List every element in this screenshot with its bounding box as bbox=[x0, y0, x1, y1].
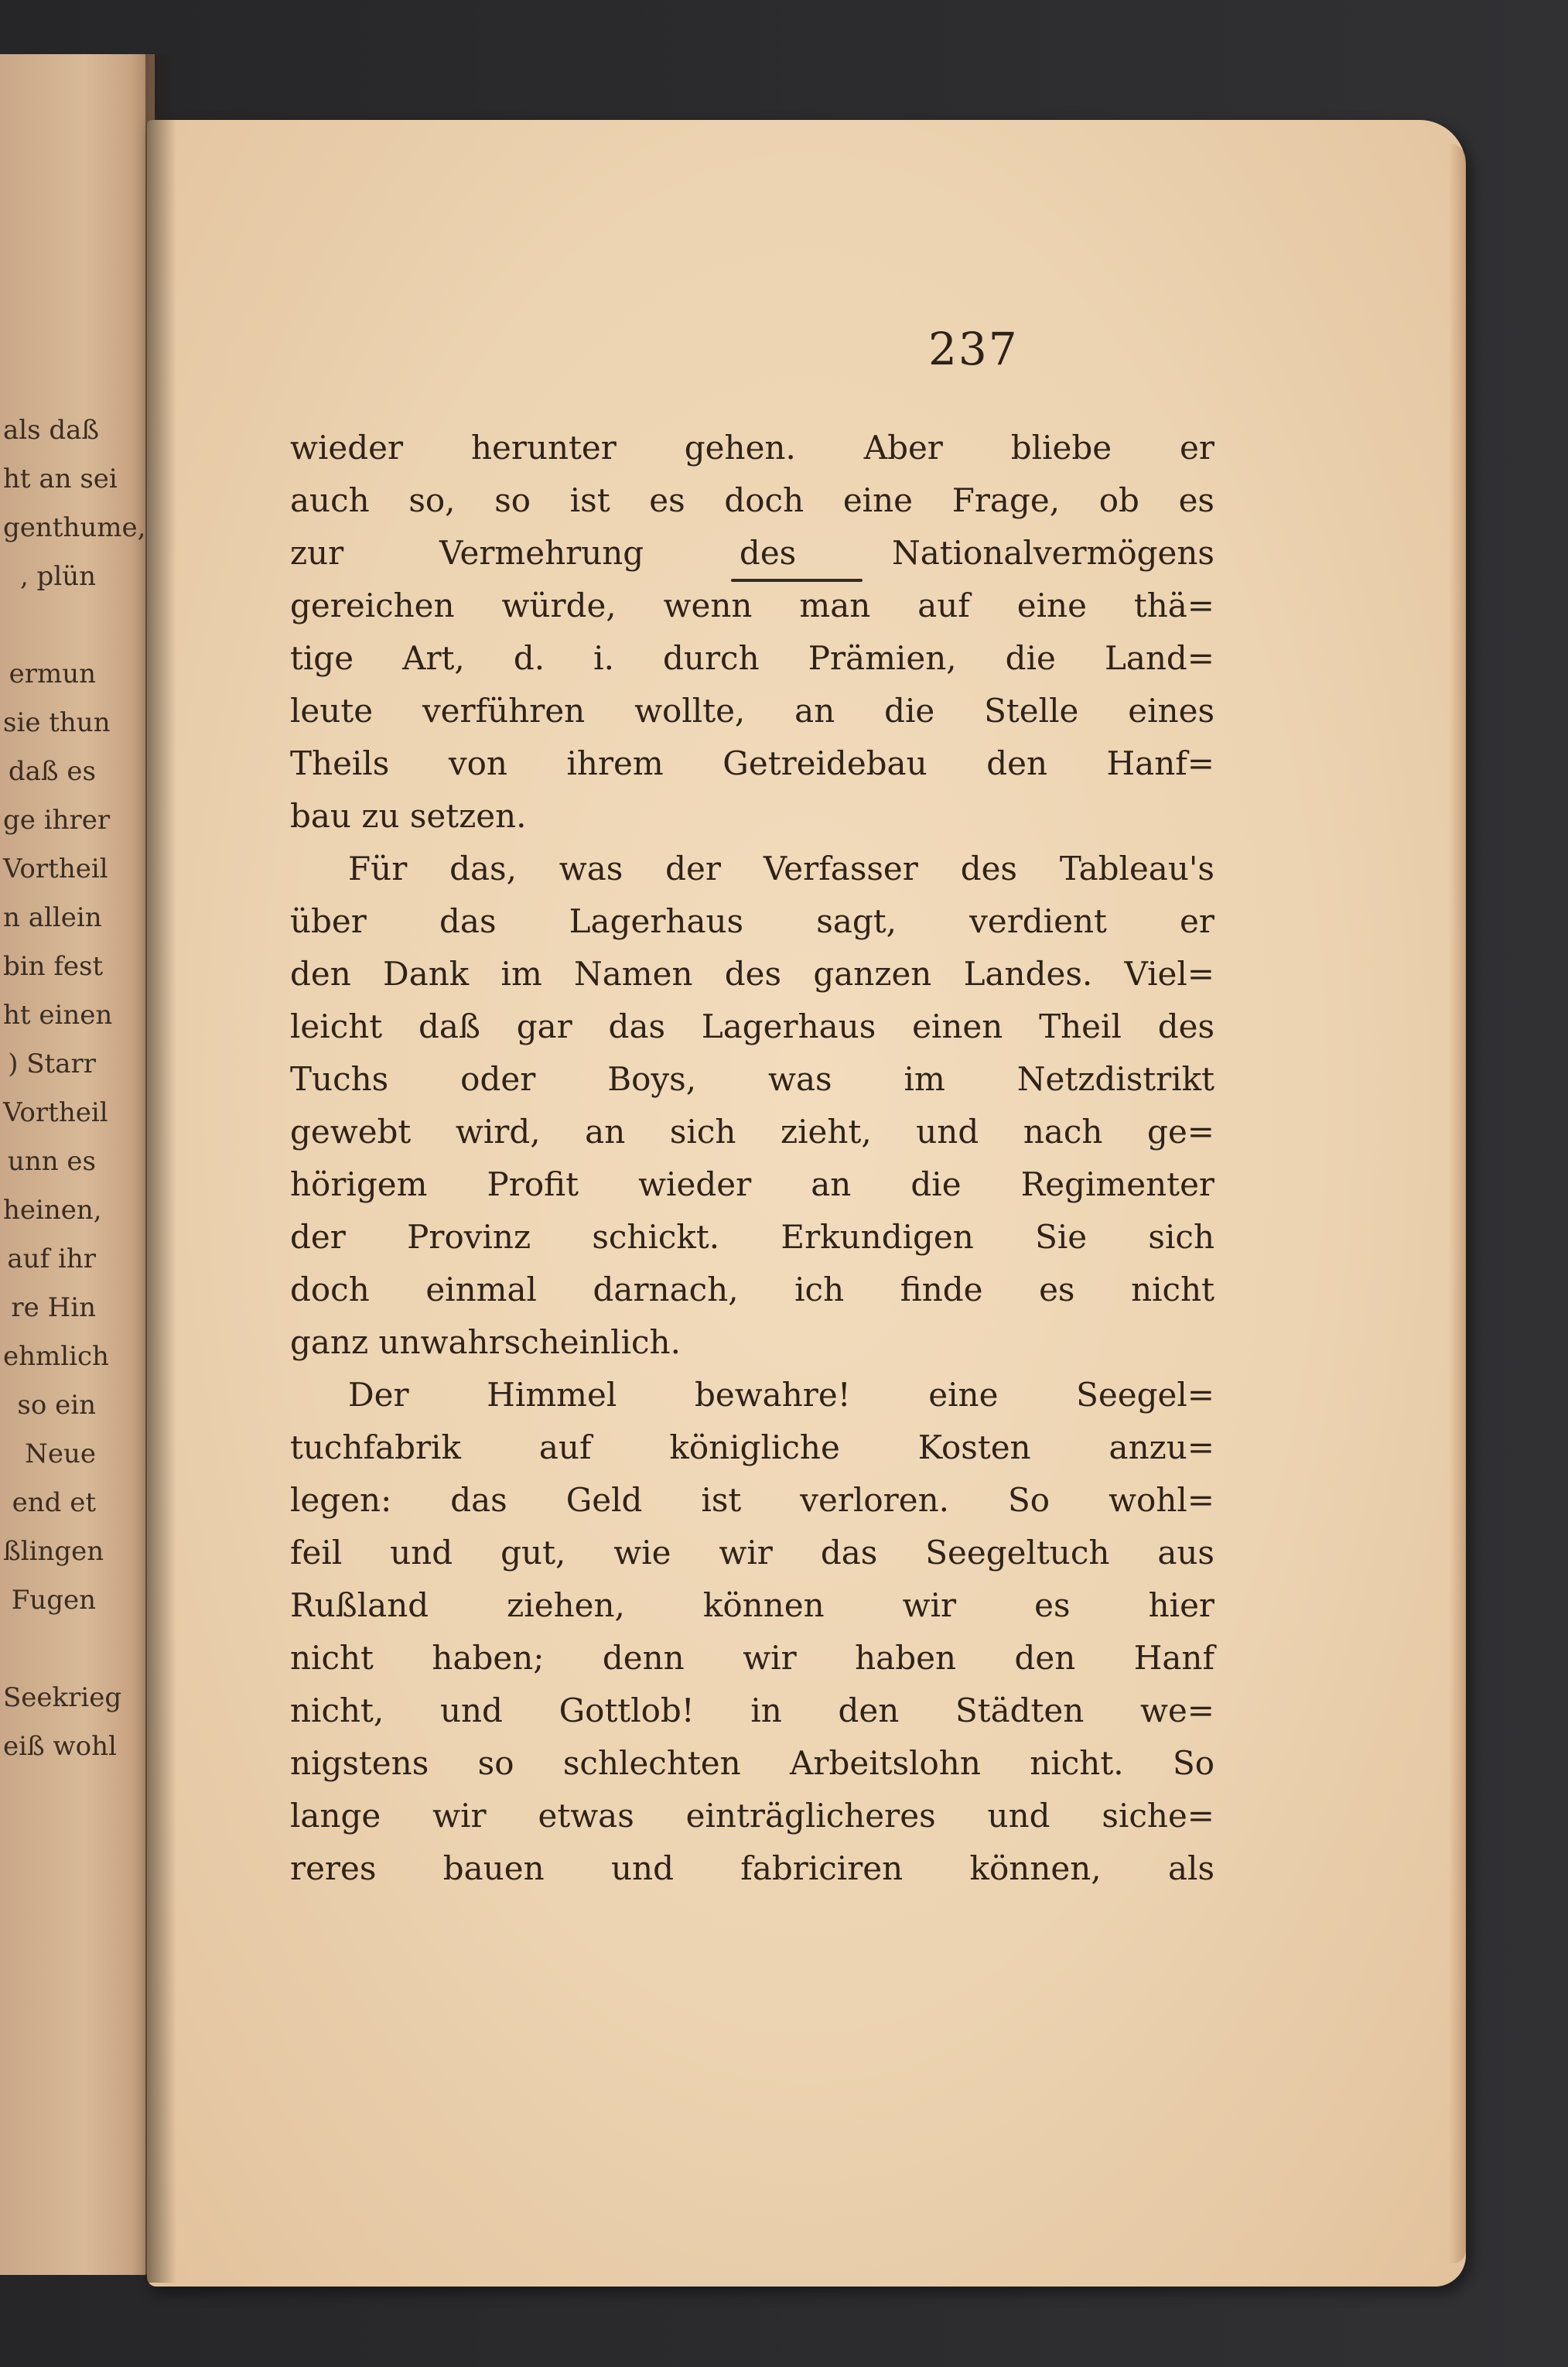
left-page-line: n allein bbox=[3, 902, 102, 933]
left-page-line: heinen, bbox=[3, 1195, 102, 1226]
left-page-line: Seekrieg bbox=[3, 1682, 122, 1713]
text-line: gereichen würde, wenn man auf eine thä= bbox=[290, 587, 1214, 624]
text-line: Rußland ziehen, können wir es hier bbox=[290, 1586, 1214, 1624]
left-page-line: re Hin bbox=[11, 1292, 96, 1323]
text-line: der Provinz schickt. Erkundigen Sie sich bbox=[290, 1218, 1214, 1256]
left-page-line: genthume, bbox=[3, 512, 146, 543]
left-page-line: ermun bbox=[9, 658, 96, 689]
text-line: den Dank im Namen des ganzen Landes. Viel= bbox=[290, 955, 1214, 993]
left-page-line: daß es bbox=[8, 756, 96, 787]
text-line: leute verführen wollte, an die Stelle eines bbox=[290, 692, 1214, 730]
left-page-line: ge ihrer bbox=[3, 805, 111, 836]
right-page bbox=[147, 120, 1466, 2287]
left-page-line: ßlingen bbox=[3, 1536, 104, 1567]
left-page-line: so ein bbox=[17, 1390, 96, 1421]
text-line: wieder herunter gehen. Aber bliebe er bbox=[290, 429, 1214, 467]
left-page-line: ht an sei bbox=[3, 463, 118, 494]
left-page-line: ht einen bbox=[3, 1000, 113, 1031]
left-page-line: Neue bbox=[25, 1438, 96, 1469]
left-page-line: Vortheil bbox=[3, 1097, 108, 1128]
left-page-line: eiß wohl bbox=[3, 1731, 117, 1762]
left-page-line: ehmlich bbox=[3, 1341, 109, 1372]
text-line: leicht daß gar das Lagerhaus einen Theil des bbox=[290, 1007, 1214, 1045]
page-header bbox=[580, 344, 1214, 406]
text-line: nicht haben; denn wir haben den Hanf bbox=[290, 1639, 1214, 1677]
left-page-text bbox=[3, 406, 146, 1771]
left-page-line bbox=[3, 1625, 96, 1674]
text-line: tige Art, d. i. durch Prämien, die Land= bbox=[290, 639, 1214, 677]
text-line: zur Vermehrung des Nationalvermögens bbox=[290, 534, 1214, 572]
body-text bbox=[290, 422, 1214, 1895]
left-page-line: auf ihr bbox=[7, 1243, 96, 1274]
text-line: ganz unwahrscheinlich. bbox=[290, 1323, 681, 1361]
text-line: feil und gut, wie wir das Seegeltuch aus bbox=[290, 1534, 1214, 1572]
text-line: Tuchs oder Boys, was im Netzdistrikt bbox=[290, 1060, 1214, 1098]
text-line: doch einmal darnach, ich finde es nicht bbox=[290, 1271, 1214, 1308]
book-gutter bbox=[145, 54, 176, 2283]
text-line: nigstens so schlechten Arbeitslohn nicht. So bbox=[290, 1744, 1214, 1782]
left-page-line bbox=[3, 601, 96, 650]
page-number: 237 bbox=[928, 323, 1019, 375]
page-edge bbox=[1449, 143, 1466, 2263]
text-line: tuchfabrik auf königliche Kosten anzu= bbox=[290, 1428, 1214, 1466]
text-line: auch so, so ist es doch eine Frage, ob es bbox=[290, 481, 1214, 519]
text-line: legen: das Geld ist verloren. So wohl= bbox=[290, 1481, 1214, 1519]
text-line: bau zu setzen. bbox=[290, 797, 527, 835]
left-page-line: unn es bbox=[7, 1146, 96, 1177]
left-facing-page bbox=[0, 54, 155, 2275]
left-page-line: ) Starr bbox=[8, 1048, 96, 1079]
left-page-line: bin fest bbox=[3, 951, 104, 982]
text-line: Für das, was der Verfasser des Tableau's bbox=[348, 850, 1214, 888]
text-line: gewebt wird, an sich zieht, und nach ge= bbox=[290, 1113, 1214, 1151]
text-line: nicht, und Gottlob! in den Städten we= bbox=[290, 1691, 1214, 1729]
text-line: über das Lagerhaus sagt, verdient er bbox=[290, 902, 1214, 940]
left-page-line: Vortheil bbox=[3, 853, 108, 884]
text-line: Der Himmel bewahre! eine Seegel= bbox=[348, 1376, 1214, 1414]
left-page-line: Fugen bbox=[11, 1585, 96, 1616]
left-page-line: als daß bbox=[3, 415, 100, 446]
left-page-line: sie thun bbox=[3, 707, 111, 738]
text-line: Theils von ihrem Getreidebau den Hanf= bbox=[290, 744, 1214, 782]
left-page-line: end et bbox=[12, 1487, 96, 1518]
text-line: hörigem Profit wieder an die Regimenter bbox=[290, 1165, 1214, 1203]
text-line: reres bauen und fabriciren können, als bbox=[290, 1849, 1214, 1887]
left-page-line: , plün bbox=[19, 561, 96, 592]
text-line: lange wir etwas einträglicheres und siche= bbox=[290, 1797, 1214, 1835]
